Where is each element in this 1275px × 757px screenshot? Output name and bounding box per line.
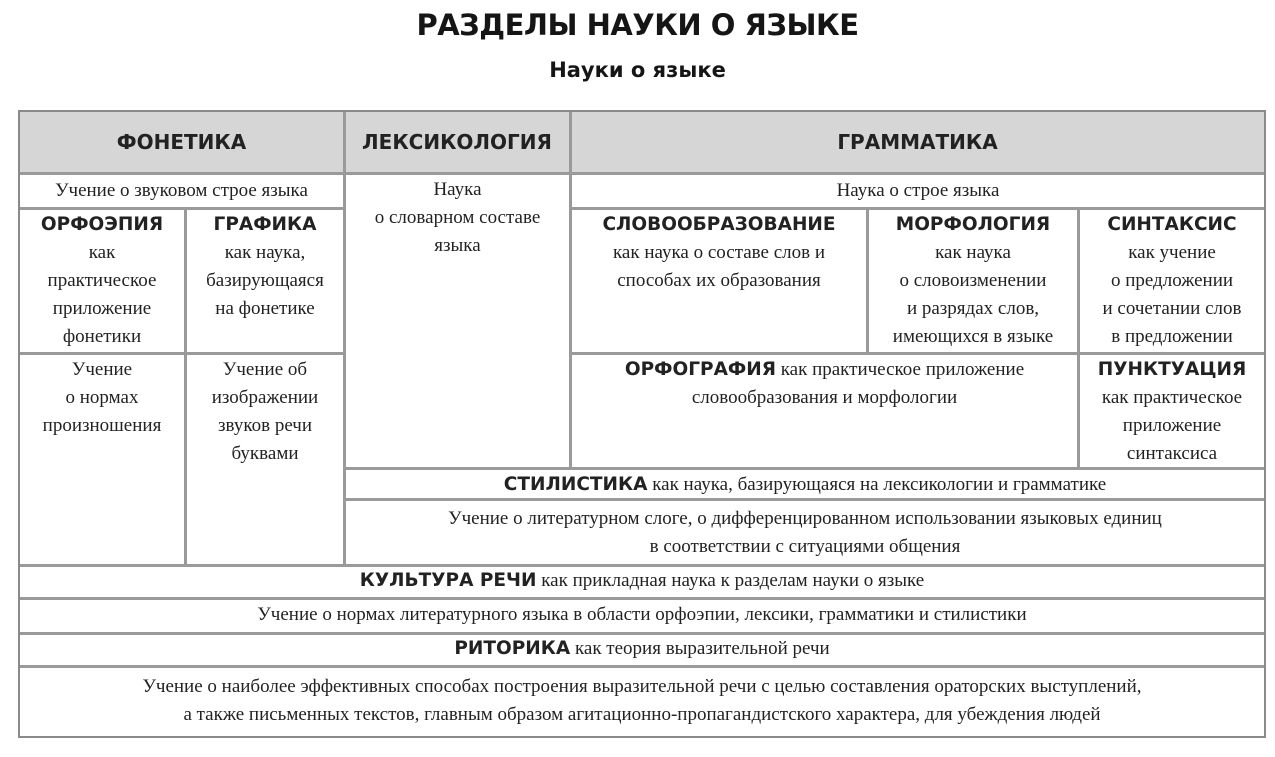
divider [20, 352, 343, 355]
divider [20, 172, 1264, 175]
graphics-cell: ГРАФИКА как наука, базирующаяся на фонетике [187, 211, 343, 323]
speech-culture-row: КУЛЬТУРА РЕЧИ как прикладная наука к разделам науки о языке [359, 570, 925, 591]
graphics-study: Учение об изображении звуков речи буквами [211, 359, 319, 464]
page-title: РАЗДЕЛЫ НАУКИ О ЯЗЫКЕ [416, 8, 859, 42]
header-lexicology: ЛЕКСИКОЛОГИЯ [345, 112, 569, 172]
punctuation-cell: ПУНКТУАЦИЯ как практическое приложение синтаксиса [1080, 356, 1264, 468]
divider [20, 207, 343, 210]
syntax-name: СИНТАКСИС [1107, 214, 1237, 235]
orthoepy-study: Учение о нормах произношения [42, 359, 162, 436]
word-formation-name: СЛОВООБРАЗОВАНИЕ [602, 214, 836, 235]
word-formation-cell: СЛОВООБРАЗОВАНИЕ как наука о составе слов и способах их образования [572, 211, 866, 295]
punctuation-name: ПУНКТУАЦИЯ [1097, 359, 1247, 380]
graphics-name: ГРАФИКА [213, 214, 317, 235]
speech-culture-study: Учение о нормах литературного языка в области орфоэпии, лексики, грамматики и стилистики [257, 604, 1027, 625]
lexicology-desc: Наука о словарном составе языка [374, 179, 541, 256]
orthography-cell: ОРФОГРАФИЯ как практическое приложение словообразования и морфологии [624, 359, 1025, 408]
page-subtitle: Науки о языке [549, 58, 726, 82]
stylistics-study: Учение о литературном слоге, о дифференцированном использовании языковых единиц в соответствии с ситуациями общения [448, 508, 1162, 557]
orthography-name: ОРФОГРАФИЯ [624, 359, 776, 380]
syntax-cell: СИНТАКСИС как учение о предложении и сочетании слов в предложении [1080, 211, 1264, 351]
rhetoric-study: Учение о наиболее эффективных способах построения выразительной речи с целью составления ораторских выступлений, а также письменных текстов, главным образом агитационно-пропагандистского характера, для убеждения людей [142, 676, 1142, 725]
rhetoric-row: РИТОРИКА как теория выразительной речи [454, 638, 830, 659]
morphology-name: МОРФОЛОГИЯ [895, 214, 1051, 235]
header-grammar: ГРАММАТИКА [571, 112, 1264, 172]
phonetics-desc: Учение о звуковом строе языка [55, 180, 308, 201]
divider [572, 352, 1264, 355]
orthoepy-name: ОРФОЭПИЯ [40, 214, 164, 235]
orthoepy-cell: ОРФОЭПИЯ как практическое приложение фонетики [20, 211, 184, 351]
divider [20, 597, 1264, 600]
speech-culture-name: КУЛЬТУРА РЕЧИ [359, 570, 537, 591]
stylistics-name: СТИЛИСТИКА [503, 474, 648, 495]
divider [20, 665, 1264, 668]
divider [572, 207, 1264, 210]
stylistics-row: СТИЛИСТИКА как наука, базирующаяся на лексикологии и грамматике [503, 474, 1107, 495]
morphology-cell: МОРФОЛОГИЯ как наука о словоизменении и разрядах слов, имеющихся в языке [869, 211, 1077, 351]
rhetoric-name: РИТОРИКА [454, 638, 571, 659]
grammar-desc: Наука о строе языка [836, 180, 1000, 201]
header-phonetics: ФОНЕТИКА [20, 112, 343, 172]
